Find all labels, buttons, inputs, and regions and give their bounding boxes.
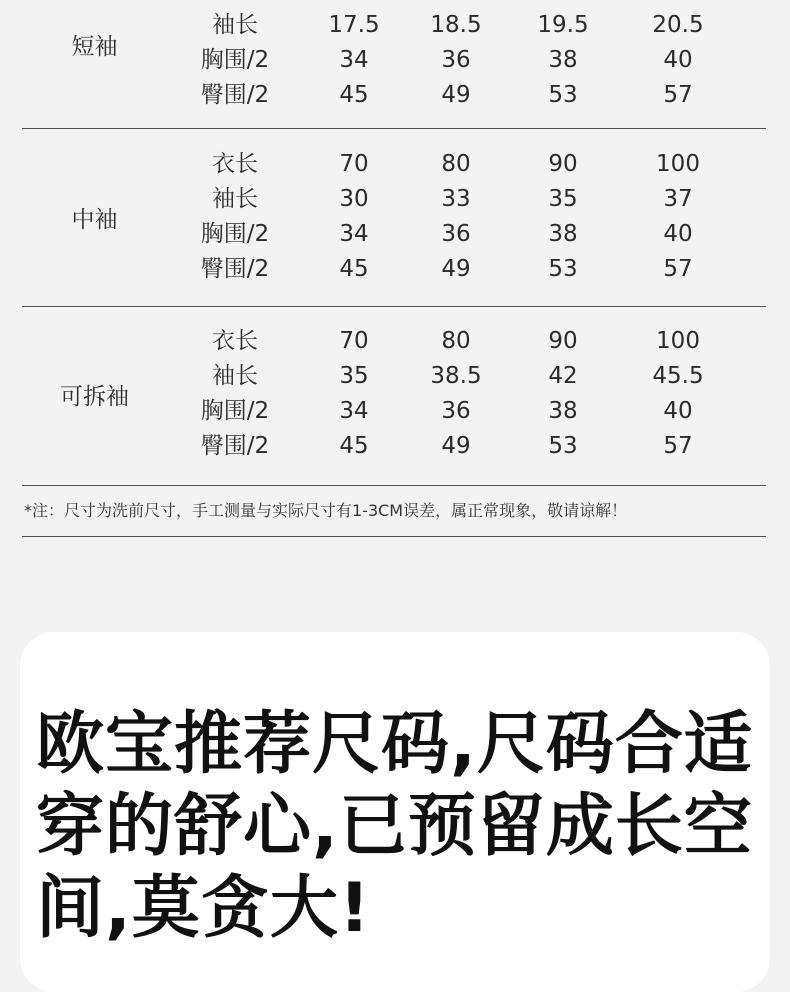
section-divider <box>22 485 766 486</box>
cell-value: 18.5 <box>430 12 482 38</box>
cell-value: 49 <box>441 82 471 108</box>
cell-value: 49 <box>441 256 471 282</box>
cell-value: 57 <box>663 433 693 459</box>
cell-value: 38 <box>548 398 578 424</box>
cell-value: 80 <box>441 328 471 354</box>
cell-value: 40 <box>663 398 693 424</box>
cell-value: 36 <box>441 221 471 247</box>
cell-value: 42 <box>548 363 578 389</box>
cell-value: 53 <box>548 433 578 459</box>
table-row <box>22 182 766 217</box>
cell-value: 35 <box>339 363 369 389</box>
cell-value: 36 <box>441 398 471 424</box>
cell-value: 37 <box>663 186 693 212</box>
row-label: 臀围/2 <box>200 82 270 108</box>
category-label: 中袖 <box>71 207 118 233</box>
cell-value: 70 <box>339 328 369 354</box>
cell-value: 34 <box>339 47 369 73</box>
row-label: 袖长 <box>212 363 258 389</box>
cell-value: 100 <box>656 328 700 354</box>
measurement-note: *注：尺寸为洗前尺寸，手工测量与实际尺寸有1-3CM误差，属正常现象，敬请谅解！ <box>24 501 628 520</box>
cell-value: 33 <box>441 186 471 212</box>
cell-value: 53 <box>548 256 578 282</box>
table-row <box>22 324 766 359</box>
cell-value: 38.5 <box>430 363 482 389</box>
cell-value: 53 <box>548 82 578 108</box>
table-row <box>22 359 766 394</box>
cell-value: 100 <box>656 151 700 177</box>
cell-value: 45.5 <box>652 363 704 389</box>
cell-value: 57 <box>663 82 693 108</box>
cell-value: 49 <box>441 433 471 459</box>
cell-value: 36 <box>441 47 471 73</box>
cell-value: 30 <box>339 186 369 212</box>
section-divider <box>22 128 766 129</box>
row-label: 臀围/2 <box>200 256 270 282</box>
row-label: 胸围/2 <box>200 221 270 247</box>
cell-value: 40 <box>663 221 693 247</box>
table-row <box>22 252 766 287</box>
note-divider <box>22 536 766 537</box>
cell-value: 45 <box>339 256 369 282</box>
category-label: 可拆袖 <box>60 384 129 410</box>
table-row <box>22 78 766 113</box>
cell-value: 57 <box>663 256 693 282</box>
cell-value: 90 <box>548 328 578 354</box>
cell-value: 38 <box>548 221 578 247</box>
table-row <box>22 43 766 78</box>
cell-value: 45 <box>339 82 369 108</box>
row-label: 臀围/2 <box>200 433 270 459</box>
cell-value: 35 <box>548 186 578 212</box>
cell-value: 40 <box>663 47 693 73</box>
recommendation-headline: 欧宝推荐尺码,尺码合适穿的舒心,已预留成长空间,莫贪大! <box>36 705 753 948</box>
row-label: 衣长 <box>212 328 258 354</box>
row-label: 袖长 <box>212 186 258 212</box>
cell-value: 90 <box>548 151 578 177</box>
cell-value: 17.5 <box>328 12 380 38</box>
row-label: 衣长 <box>212 151 258 177</box>
cell-value: 34 <box>339 398 369 424</box>
table-row <box>22 217 766 252</box>
row-label: 胸围/2 <box>200 398 270 424</box>
table-row <box>22 429 766 464</box>
cell-value: 80 <box>441 151 471 177</box>
row-label: 胸围/2 <box>200 47 270 73</box>
section-divider <box>22 306 766 307</box>
row-label: 袖长 <box>212 12 258 38</box>
table-row <box>22 147 766 182</box>
table-row <box>22 8 766 43</box>
table-row <box>22 394 766 429</box>
cell-value: 34 <box>339 221 369 247</box>
cell-value: 70 <box>339 151 369 177</box>
cell-value: 45 <box>339 433 369 459</box>
category-label: 短袖 <box>71 34 118 60</box>
cell-value: 38 <box>548 47 578 73</box>
cell-value: 20.5 <box>652 12 704 38</box>
cell-value: 19.5 <box>537 12 589 38</box>
